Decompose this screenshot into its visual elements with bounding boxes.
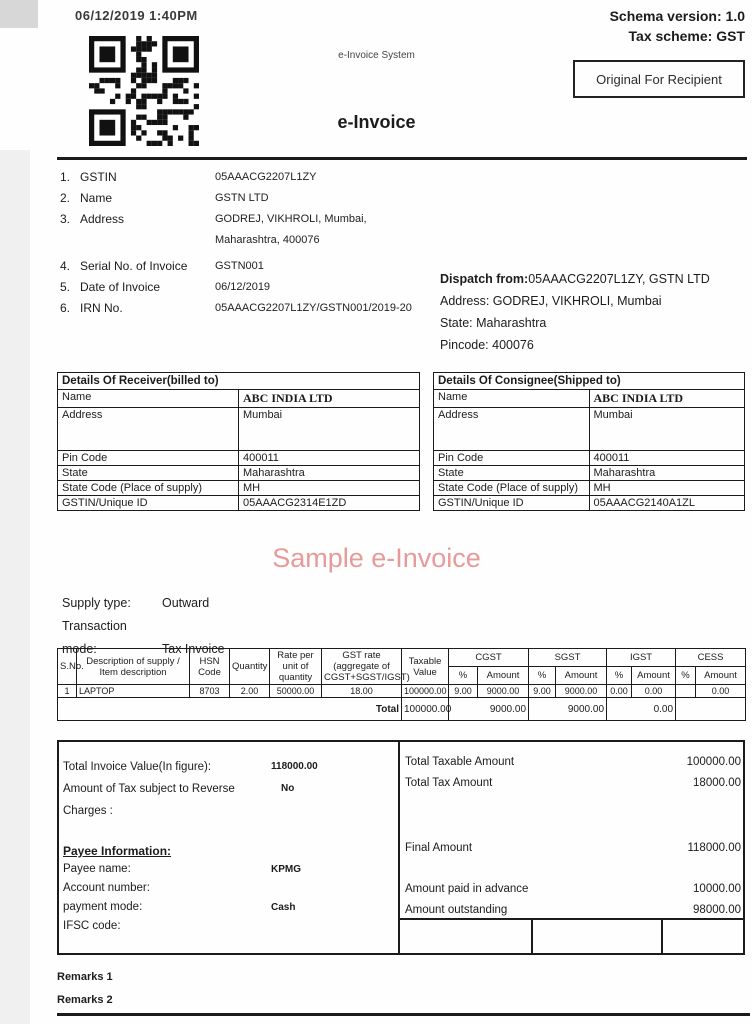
consignee-address: Mumbai xyxy=(589,408,745,451)
col-taxable: Taxable Value xyxy=(402,649,449,685)
dispatch-pincode: Pincode: 400076 xyxy=(440,338,534,352)
col-rate: Rate per unit of quantity xyxy=(270,649,322,685)
field-label: GSTIN/Unique ID xyxy=(434,496,590,511)
receiver-state: Maharashtra xyxy=(239,466,420,481)
total-cgst: 9000.00 xyxy=(449,698,529,721)
col-sno: S.No. xyxy=(58,649,77,685)
field-label: Name xyxy=(80,191,113,205)
consignee-table xyxy=(433,372,745,511)
col-cess: CESS xyxy=(676,649,746,667)
seller-details xyxy=(60,167,440,319)
item-qty: 2.00 xyxy=(230,685,270,698)
item-sgst-amt: 9000.00 xyxy=(556,685,607,698)
field-label: Name xyxy=(58,390,239,408)
total-label: Total xyxy=(58,698,402,721)
total-invoice-label: Total Invoice Value(In figure): xyxy=(63,761,212,773)
seller-row xyxy=(60,167,440,188)
footer-cell-divider xyxy=(661,918,663,953)
account-number-label: Account number: xyxy=(63,882,150,894)
consignee-title: Details Of Consignee(Shipped to) xyxy=(434,373,745,390)
col-gst-rate: GST rate (aggregate of CGST+SGST/IGST) xyxy=(322,649,402,685)
total-taxable: 100000.00 xyxy=(402,698,449,721)
system-label: e-Invoice System xyxy=(338,50,415,61)
outstanding-value: 98000.00 xyxy=(693,904,741,916)
field-label: Address xyxy=(80,212,125,226)
items-table xyxy=(57,648,746,721)
field-label: Name xyxy=(434,390,590,408)
outstanding-label: Amount outstanding xyxy=(405,904,508,916)
remarks-1: Remarks 1 xyxy=(57,971,113,983)
field-label: GSTIN xyxy=(80,170,117,184)
header-divider xyxy=(57,157,747,160)
col-pct: % xyxy=(607,667,632,685)
tax-scheme: Tax scheme: GST xyxy=(628,28,745,44)
invoice-value-payee-block xyxy=(63,756,393,936)
field-value: 05AAACG2207L1ZY/GSTN001/2019-20 xyxy=(215,302,412,314)
item-row xyxy=(58,685,746,698)
field-label: State xyxy=(434,466,590,481)
item-gst-rate: 18.00 xyxy=(322,685,402,698)
address-line-2: Maharashtra, 400076 xyxy=(215,234,320,246)
item-cess-amt: 0.00 xyxy=(696,685,746,698)
field-label: Date of Invoice xyxy=(80,280,161,294)
consignee-gstin: 05AAACG2140A1ZL xyxy=(589,496,745,511)
row-number: 4. xyxy=(60,259,71,273)
col-amount: Amount xyxy=(556,667,607,685)
final-amount-value: 118000.00 xyxy=(687,842,741,854)
field-label: Address xyxy=(58,408,239,451)
col-pct: % xyxy=(676,667,696,685)
field-value: 05AAACG2207L1ZY xyxy=(215,171,317,183)
payment-mode-value: Cash xyxy=(271,902,296,913)
consignee-statecode: MH xyxy=(589,481,745,496)
receiver-name: ABC INDIA LTD xyxy=(239,390,420,408)
summary-section xyxy=(57,740,745,955)
item-igst-amt: 0.00 xyxy=(632,685,676,698)
seller-row xyxy=(60,188,440,209)
field-label: State Code (Place of supply) xyxy=(58,481,239,496)
col-qty: Quantity xyxy=(230,649,270,685)
dispatch-details xyxy=(440,268,750,356)
consignee-state: Maharashtra xyxy=(589,466,745,481)
payee-name-label: Payee name: xyxy=(63,863,131,875)
payee-header: Payee Information: xyxy=(63,844,172,858)
field-label: Pin Code xyxy=(434,451,590,466)
items-total-row xyxy=(58,698,746,721)
field-label: State xyxy=(58,466,239,481)
schema-version: Schema version: 1.0 xyxy=(609,8,745,24)
item-sgst-pct: 9.00 xyxy=(529,685,556,698)
field-value: GSTN LTD xyxy=(215,192,269,204)
seller-row xyxy=(60,209,440,230)
item-cess-pct xyxy=(676,685,696,698)
supply-type-value: Outward xyxy=(162,596,210,610)
advance-label: Amount paid in advance xyxy=(405,883,529,895)
tax-amount-value: 18000.00 xyxy=(693,777,741,789)
copy-type-badge: Original For Recipient xyxy=(573,60,745,98)
seller-row xyxy=(60,298,440,319)
receiver-statecode: MH xyxy=(239,481,420,496)
amounts-block xyxy=(405,752,741,921)
ifsc-label: IFSC code: xyxy=(63,920,121,932)
item-description: LAPTOP xyxy=(77,685,190,698)
transaction-mode-value: Tax Invoice xyxy=(162,642,225,656)
col-igst: IGST xyxy=(607,649,676,667)
field-value: GODREJ, VIKHROLI, Mumbai, xyxy=(215,213,367,225)
total-igst: 0.00 xyxy=(607,698,676,721)
col-amount: Amount xyxy=(696,667,746,685)
row-number: 6. xyxy=(60,301,71,315)
seller-row xyxy=(60,256,440,277)
col-pct: % xyxy=(529,667,556,685)
item-igst-pct: 0.00 xyxy=(607,685,632,698)
total-sgst: 9000.00 xyxy=(529,698,607,721)
receiver-pin: 400011 xyxy=(239,451,420,466)
reverse-charge-label: Amount of Tax subject to Reverse Charges : xyxy=(63,783,235,817)
advance-value: 10000.00 xyxy=(693,883,741,895)
item-hsn: 8703 xyxy=(190,685,230,698)
receiver-address: Mumbai xyxy=(239,408,420,451)
footer-cell-divider xyxy=(531,918,533,953)
col-amount: Amount xyxy=(632,667,676,685)
receiver-gstin: 05AAACG2314E1ZD xyxy=(239,496,420,511)
col-sgst: SGST xyxy=(529,649,607,667)
dispatch-state: State: Maharashtra xyxy=(440,316,547,330)
tax-amount-label: Total Tax Amount xyxy=(405,777,493,789)
row-number: 3. xyxy=(60,212,71,226)
row-number: 2. xyxy=(60,191,71,205)
col-amount: Amount xyxy=(478,667,529,685)
summary-divider xyxy=(398,742,400,953)
item-cgst-pct: 9.00 xyxy=(449,685,478,698)
dispatch-label: Dispatch from: xyxy=(440,272,529,286)
row-number: 5. xyxy=(60,280,71,294)
field-value: 06/12/2019 xyxy=(215,281,271,293)
item-rate: 50000.00 xyxy=(270,685,322,698)
field-label: Serial No. of Invoice xyxy=(80,259,188,273)
schema-info xyxy=(610,6,745,46)
reverse-charge-value: No xyxy=(281,783,295,794)
col-cgst: CGST xyxy=(449,649,529,667)
item-taxable: 100000.00 xyxy=(402,685,449,698)
dispatch-address: Address: GODREJ, VIKHROLI, Mumbai xyxy=(440,294,662,308)
print-timestamp: 06/12/2019 1:40PM xyxy=(75,8,198,23)
transaction-mode-label: Transaction mode: xyxy=(62,619,127,656)
remarks-2: Remarks 2 xyxy=(57,994,113,1006)
col-hsn: HSN Code xyxy=(190,649,230,685)
row-number: 1. xyxy=(60,170,71,184)
receiver-table xyxy=(57,372,420,511)
remarks-block xyxy=(57,966,113,1012)
items-section xyxy=(57,648,745,721)
sample-watermark: Sample e-Invoice xyxy=(272,543,481,573)
payment-mode-label: payment mode: xyxy=(63,901,143,913)
consignee-name: ABC INDIA LTD xyxy=(589,390,745,408)
taxable-amount-label: Total Taxable Amount xyxy=(405,756,515,768)
payee-name-value: KPMG xyxy=(271,864,301,875)
final-amount-label: Final Amount xyxy=(405,842,473,854)
scan-artifact-corner xyxy=(0,0,38,28)
field-label: Pin Code xyxy=(58,451,239,466)
supply-type-label: Supply type: xyxy=(62,596,131,610)
page-title: e-Invoice xyxy=(337,112,416,132)
field-label: State Code (Place of supply) xyxy=(434,481,590,496)
field-label: Address xyxy=(434,408,590,451)
total-invoice-value: 118000.00 xyxy=(271,761,318,772)
dispatch-from xyxy=(440,268,750,290)
bottom-divider xyxy=(57,1013,750,1016)
item-sno: 1 xyxy=(58,685,77,698)
item-cgst-amt: 9000.00 xyxy=(478,685,529,698)
dispatch-value: 05AAACG2207L1ZY, GSTN LTD xyxy=(528,272,710,286)
receiver-title: Details Of Receiver(billed to) xyxy=(58,373,420,390)
scan-artifact-strip xyxy=(0,150,30,1024)
consignee-pin: 400011 xyxy=(589,451,745,466)
field-value: GSTN001 xyxy=(215,260,264,272)
col-pct: % xyxy=(449,667,478,685)
seller-row xyxy=(60,277,440,298)
taxable-amount-value: 100000.00 xyxy=(686,756,741,768)
field-label: GSTIN/Unique ID xyxy=(58,496,239,511)
field-label: IRN No. xyxy=(80,301,123,315)
col-description: Description of supply / Item description xyxy=(77,649,190,685)
total-cess xyxy=(676,698,746,721)
